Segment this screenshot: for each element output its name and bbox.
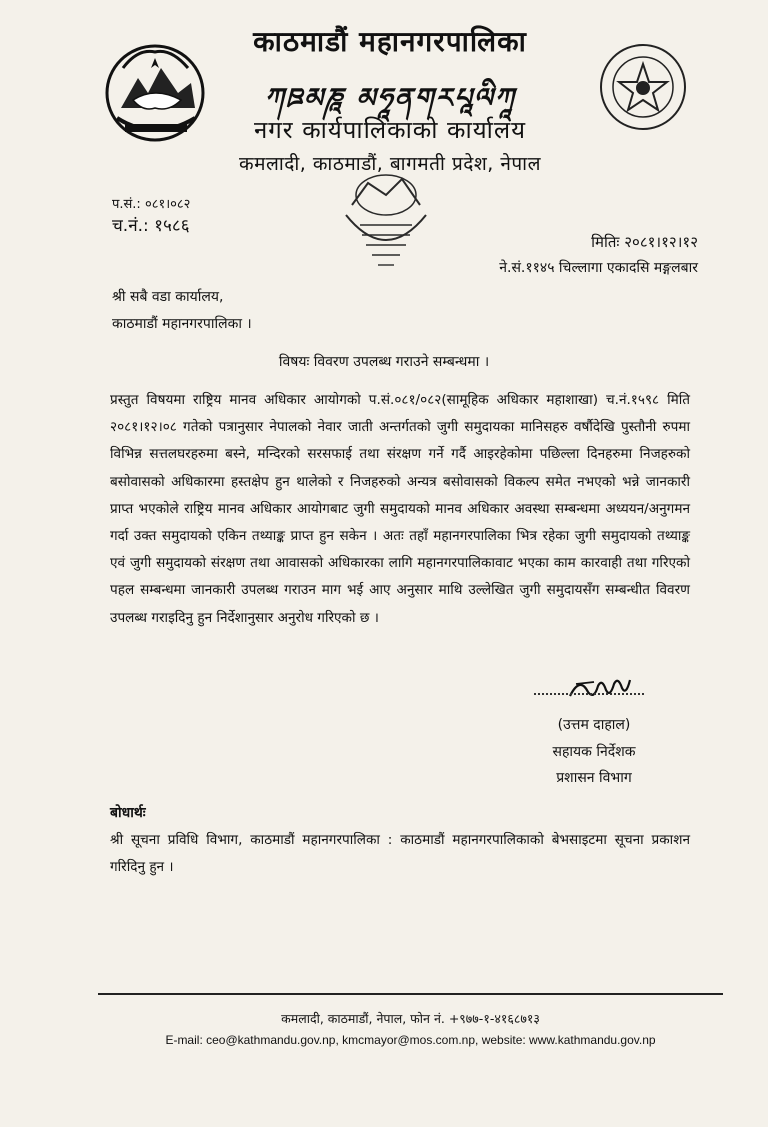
cc-label: बोधार्थः xyxy=(110,805,146,821)
dispatch-number: च.नं.: १५८६ xyxy=(112,216,190,236)
signatory-name: (उत्तम दाहाल) xyxy=(557,717,631,733)
footer-address: कमलादी, काठमाडौं, नेपाल, फोन नं. +९७७-१-४१६८७१३ xyxy=(281,1011,540,1026)
org-name-script-heading: ཀཋམཎཱ མཧཱནགརཔཱལིཀཱ xyxy=(264,83,516,114)
office-name-heading: नगर कार्यपालिकाको कार्यालय xyxy=(253,116,527,144)
letter-body: प्रस्तुत विषयमा राष्ट्रिय मानव अधिकार आयोगको प.सं.०८१/०८२(सामूहिक अधिकार महाशाखा) च.नं.१५९८ मिति २०८१।१२।०८ गतेको पत्रानुसार नेपालको नेवार जाती अन्तर्गतको जुगी समुदायका मानिसहरु वर्षौदेखि पुस्तौनी रुपमा विभिन्न सत्तलघरहरुमा बस्ने, मन्दिरको सरसफाई तथा संरक्षण गर्ने गर्दै आइरहेकोमा पछिल्ला दिनहरुमा निजहरुको बसोवासको अधिकारमा हस्तक्षेप हुन थालेको र निजहरुको अन्यत्र बसोवासको विकल्प समेत नभएको भन्ने जानकारी प्राप्त भएकोले राष्ट्रिय मानव अधिकार आयोगबाट जुगी समुदायको मानव अधिकार अवस्था सम्बन्धमा अध्ययन/अनुगमन गर्दा उक्त समुदायको एकिन तथ्याङ्क प्राप्त हुन सकेन । अतः तहाँ महानगरपालिका भित्र रहेका जुगी समुदायको तथ्याङ्क एवं जुगी समुदायको संरक्षण तथा आवासको अधिकारका लागि महानगरपालिकावाट भएका काम कारवाही तथा गरिएको पहल सम्बन्धमा जानकारी उपलब्ध गराउन माग भई आए अनुसार माथि उल्लेखित जुगी समुदायसँग सम्बन्धीत विवरण उपलब्ध गराइदिनु हुन निर्देशानुसार अनुरोध गरिएको छ । xyxy=(110,392,690,626)
subject-line: विषयः विवरण उपलब्ध गराउने सम्बन्धमा । xyxy=(278,354,490,370)
signatory-title: सहायक निर्देशक xyxy=(552,744,636,760)
signatory-department: प्रशासन विभाग xyxy=(556,770,632,786)
org-name-heading: काठमाडौं महानगरपालिका xyxy=(253,25,527,58)
date-nepal-sambat: ने.सं.११४५ चिल्लागा एकादसि मङ्गलबार xyxy=(499,260,698,276)
handwritten-signature-icon xyxy=(566,670,634,704)
footer-divider xyxy=(98,993,723,995)
date-bs: मितिः २०८१।१२।१२ xyxy=(591,233,698,251)
kmc-seal-icon xyxy=(598,42,688,132)
office-address-heading: कमलादी, काठमाडौं, बागमती प्रदेश, नेपाल xyxy=(238,153,541,175)
reference-number: प.सं.: ०८१।०८२ xyxy=(112,197,191,212)
signature-line xyxy=(534,693,644,695)
addressee-line: श्री सबै वडा कार्यालय, xyxy=(112,289,224,305)
addressee-line: काठमाडौं महानगरपालिका । xyxy=(112,316,252,332)
nepal-emblem-icon xyxy=(103,38,208,144)
cc-text: श्री सूचना प्रविधि विभाग, काठमाडौं महानगरपालिका : काठमाडौं महानगरपालिकाको बेभसाइटमा सूचना प्रकाशन गरिदिनु हुन । xyxy=(110,832,690,875)
footer-contacts: E-mail: ceo@kathmandu.gov.np, kmcmayor@mos.com.np, website: www.kathmandu.gov.np xyxy=(165,1033,656,1047)
